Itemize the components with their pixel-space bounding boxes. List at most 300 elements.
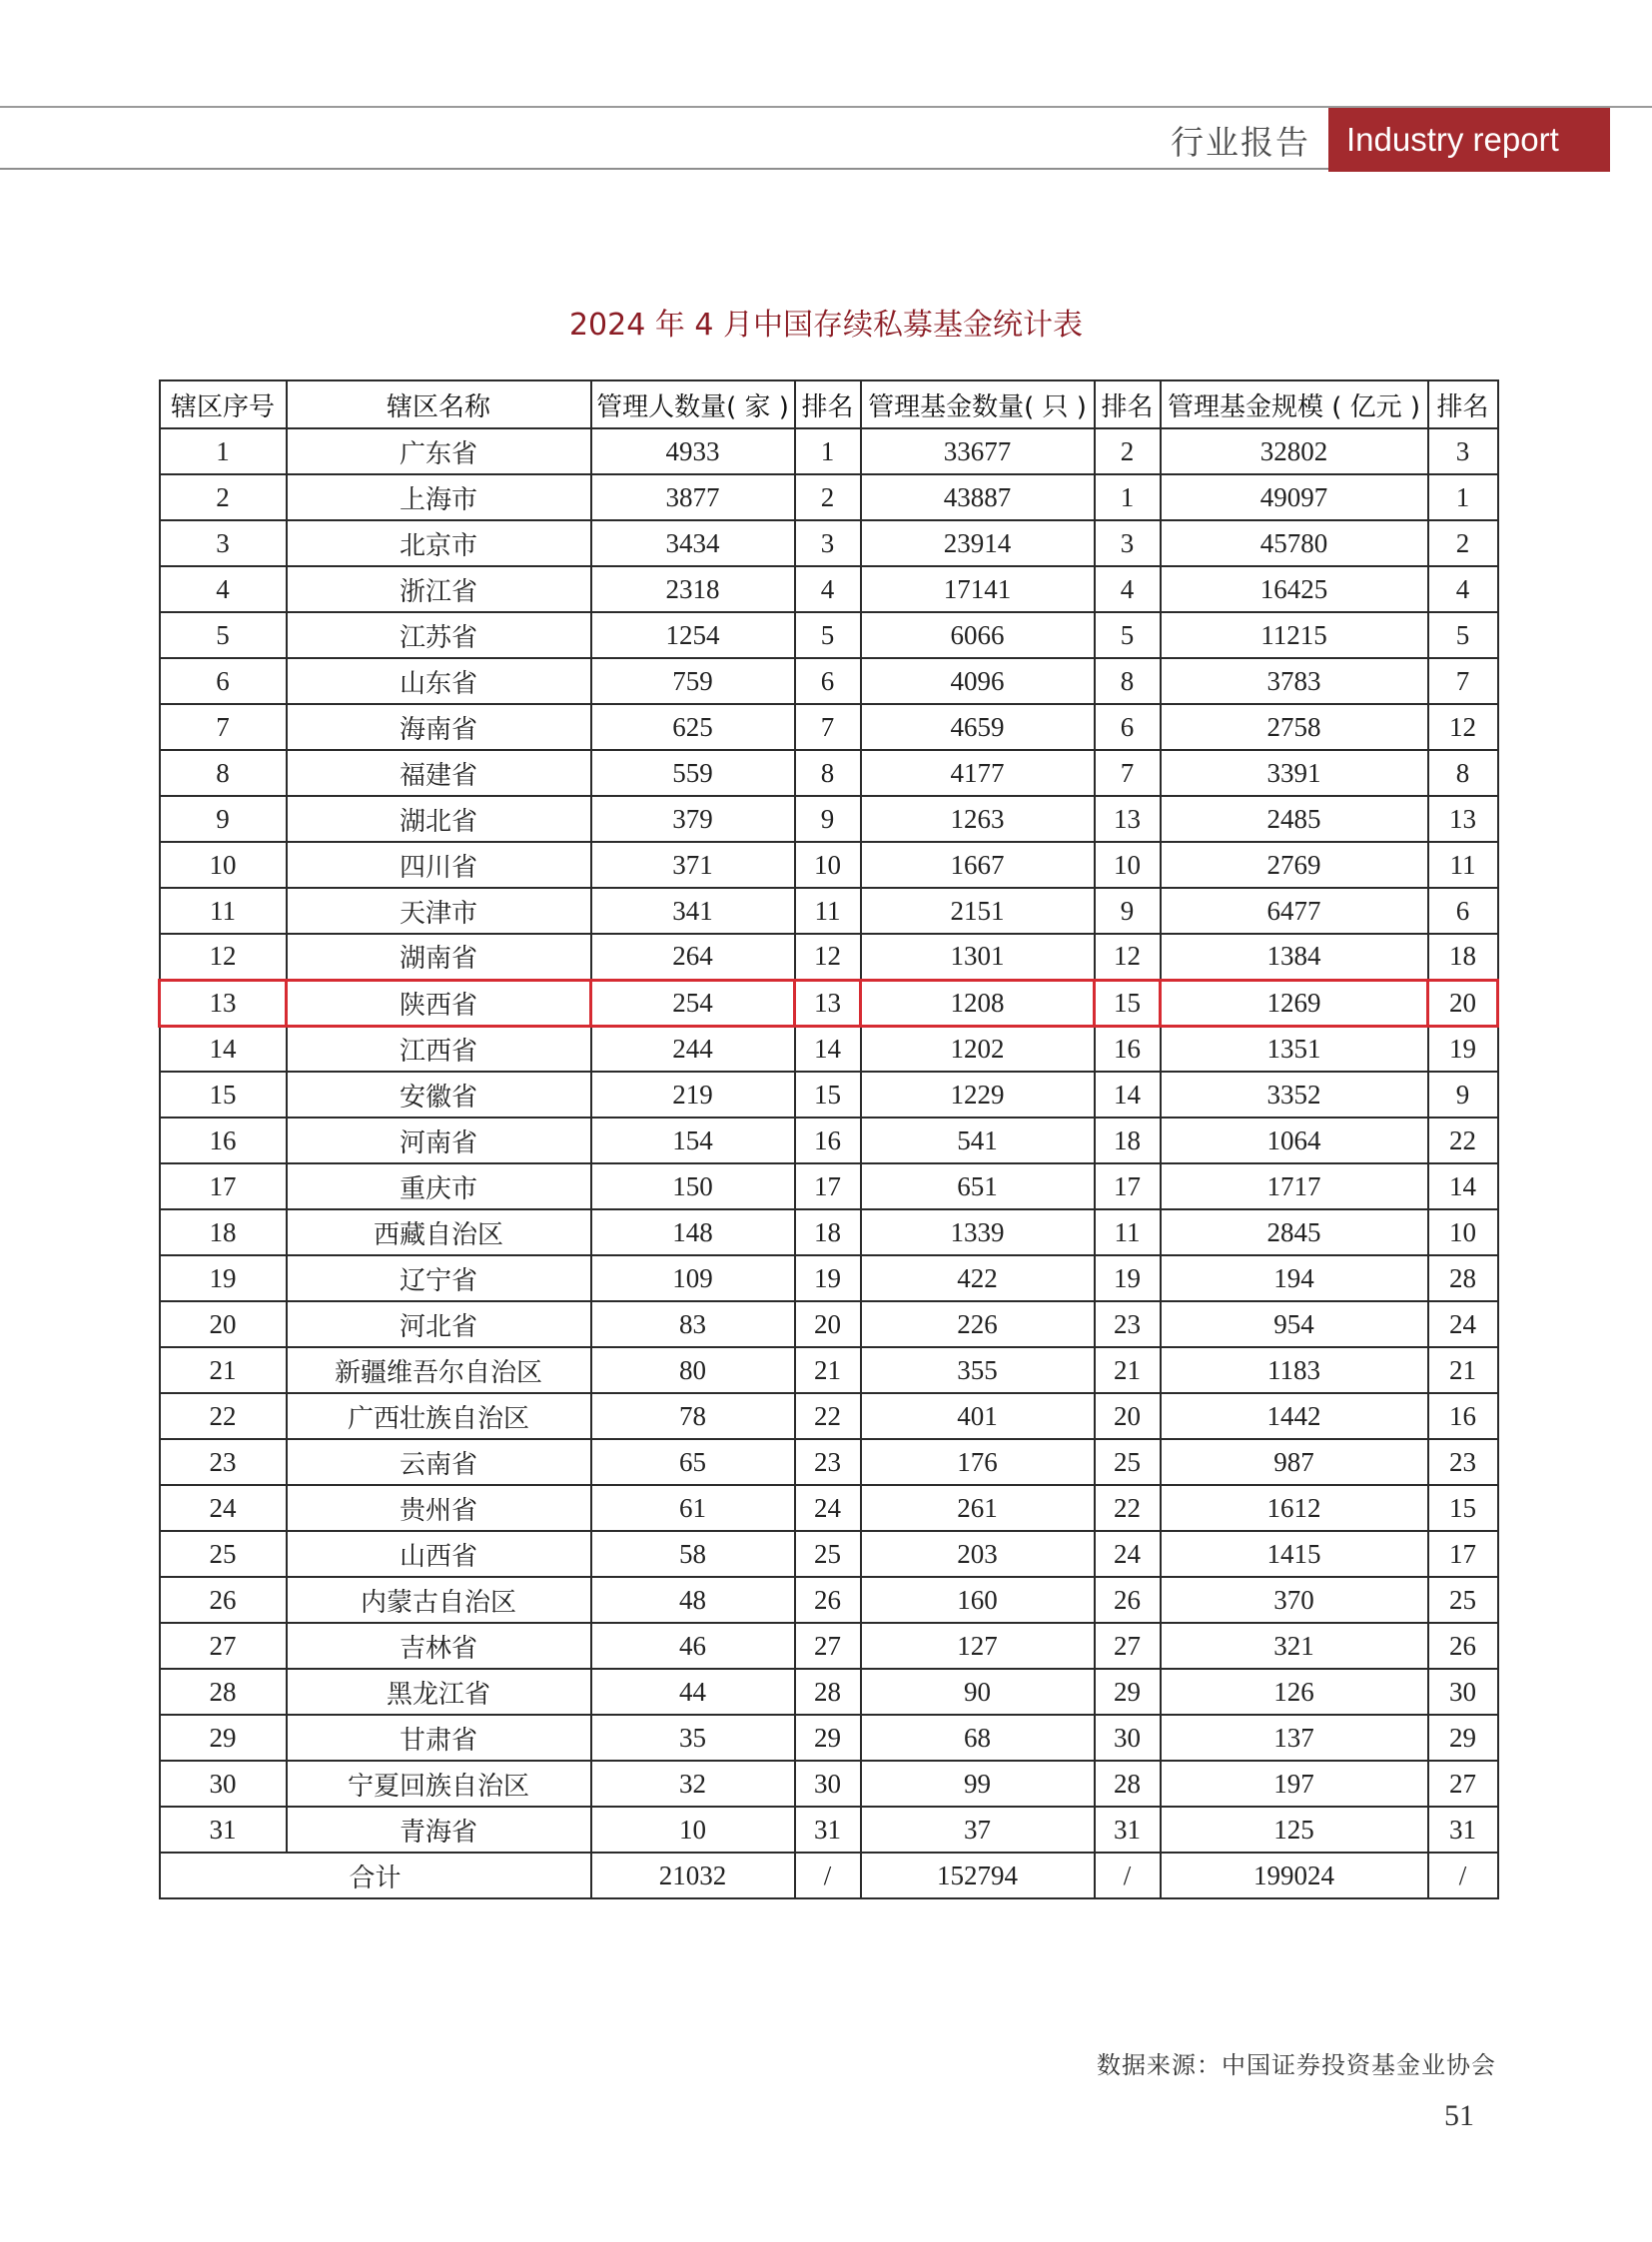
region-name-cell: 甘肃省: [287, 1715, 591, 1761]
fund-count-cell: 6066: [861, 612, 1095, 658]
fund-count-cell: 1202: [861, 1026, 1095, 1072]
region-name-cell: 重庆市: [287, 1163, 591, 1209]
table-row: [160, 1669, 1498, 1715]
table-row: [160, 1393, 1498, 1439]
fund-count-cell: 4177: [861, 750, 1095, 796]
fund-rank-cell: 16: [1095, 1026, 1161, 1072]
table-row: [160, 612, 1498, 658]
region-number-cell: 2: [160, 474, 287, 520]
manager-rank-cell: 8: [795, 750, 861, 796]
total-managers-rank: /: [795, 1853, 861, 1898]
column-header: 排名: [1095, 380, 1161, 428]
table-row: [160, 474, 1498, 520]
manager-count-cell: 341: [591, 888, 795, 934]
fund-scale-cell: 45780: [1161, 520, 1428, 566]
fund-rank-cell: 25: [1095, 1439, 1161, 1485]
manager-rank-cell: 25: [795, 1531, 861, 1577]
fund-scale-cell: 2845: [1161, 1209, 1428, 1255]
fund-rank-cell: 9: [1095, 888, 1161, 934]
fund-scale-cell: 3783: [1161, 658, 1428, 704]
region-number-cell: 10: [160, 842, 287, 888]
manager-rank-cell: 13: [795, 980, 861, 1026]
manager-rank-cell: 9: [795, 796, 861, 842]
manager-rank-cell: 12: [795, 934, 861, 980]
manager-count-cell: 80: [591, 1347, 795, 1393]
fund-count-cell: 422: [861, 1255, 1095, 1301]
fund-count-cell: 1301: [861, 934, 1095, 980]
region-number-cell: 7: [160, 704, 287, 750]
scale-rank-cell: 22: [1428, 1118, 1498, 1163]
fund-rank-cell: 31: [1095, 1807, 1161, 1853]
scale-rank-cell: 6: [1428, 888, 1498, 934]
manager-rank-cell: 20: [795, 1301, 861, 1347]
region-name-cell: 北京市: [287, 520, 591, 566]
table-row: [160, 1485, 1498, 1531]
scale-rank-cell: 13: [1428, 796, 1498, 842]
region-number-cell: 30: [160, 1761, 287, 1807]
table-row: [160, 1163, 1498, 1209]
scale-rank-cell: 14: [1428, 1163, 1498, 1209]
fund-rank-cell: 6: [1095, 704, 1161, 750]
manager-rank-cell: 10: [795, 842, 861, 888]
fund-rank-cell: 18: [1095, 1118, 1161, 1163]
fund-count-cell: 203: [861, 1531, 1095, 1577]
fund-scale-cell: 321: [1161, 1623, 1428, 1669]
region-number-cell: 13: [160, 980, 287, 1026]
fund-scale-cell: 2758: [1161, 704, 1428, 750]
scale-rank-cell: 29: [1428, 1715, 1498, 1761]
region-number-cell: 3: [160, 520, 287, 566]
fund-scale-cell: 194: [1161, 1255, 1428, 1301]
manager-count-cell: 65: [591, 1439, 795, 1485]
fund-scale-cell: 370: [1161, 1577, 1428, 1623]
fund-count-cell: 37: [861, 1807, 1095, 1853]
manager-count-cell: 4933: [591, 428, 795, 474]
region-name-cell: 湖北省: [287, 796, 591, 842]
scale-rank-cell: 18: [1428, 934, 1498, 980]
fund-scale-cell: 1351: [1161, 1026, 1428, 1072]
manager-rank-cell: 4: [795, 566, 861, 612]
region-name-cell: 海南省: [287, 704, 591, 750]
manager-count-cell: 379: [591, 796, 795, 842]
fund-count-cell: 1667: [861, 842, 1095, 888]
statistics-table: [158, 379, 1499, 1899]
manager-count-cell: 148: [591, 1209, 795, 1255]
manager-count-cell: 625: [591, 704, 795, 750]
region-number-cell: 25: [160, 1531, 287, 1577]
fund-count-cell: 33677: [861, 428, 1095, 474]
scale-rank-cell: 26: [1428, 1623, 1498, 1669]
manager-count-cell: 10: [591, 1807, 795, 1853]
column-header: 辖区名称: [287, 380, 591, 428]
table-row: [160, 1715, 1498, 1761]
region-number-cell: 4: [160, 566, 287, 612]
region-name-cell: 吉林省: [287, 1623, 591, 1669]
manager-rank-cell: 22: [795, 1393, 861, 1439]
scale-rank-cell: 8: [1428, 750, 1498, 796]
fund-rank-cell: 29: [1095, 1669, 1161, 1715]
fund-scale-cell: 3352: [1161, 1072, 1428, 1118]
fund-rank-cell: 4: [1095, 566, 1161, 612]
manager-rank-cell: 14: [795, 1026, 861, 1072]
scale-rank-cell: 28: [1428, 1255, 1498, 1301]
fund-scale-cell: 125: [1161, 1807, 1428, 1853]
fund-rank-cell: 12: [1095, 934, 1161, 980]
fund-scale-cell: 6477: [1161, 888, 1428, 934]
fund-rank-cell: 28: [1095, 1761, 1161, 1807]
region-name-cell: 山西省: [287, 1531, 591, 1577]
region-number-cell: 16: [160, 1118, 287, 1163]
fund-rank-cell: 27: [1095, 1623, 1161, 1669]
scale-rank-cell: 30: [1428, 1669, 1498, 1715]
scale-rank-cell: 23: [1428, 1439, 1498, 1485]
manager-count-cell: 32: [591, 1761, 795, 1807]
region-number-cell: 5: [160, 612, 287, 658]
fund-count-cell: 226: [861, 1301, 1095, 1347]
manager-rank-cell: 17: [795, 1163, 861, 1209]
fund-count-cell: 541: [861, 1118, 1095, 1163]
scale-rank-cell: 27: [1428, 1761, 1498, 1807]
column-header: 辖区序号: [160, 380, 287, 428]
fund-rank-cell: 1: [1095, 474, 1161, 520]
region-name-cell: 陕西省: [287, 980, 591, 1026]
region-name-cell: 江苏省: [287, 612, 591, 658]
column-header: 管理人数量( 家 ): [591, 380, 795, 428]
manager-rank-cell: 3: [795, 520, 861, 566]
total-funds: 152794: [861, 1853, 1095, 1898]
table-header-row: [160, 380, 1498, 428]
manager-count-cell: 150: [591, 1163, 795, 1209]
manager-count-cell: 559: [591, 750, 795, 796]
fund-count-cell: 160: [861, 1577, 1095, 1623]
table-row: [160, 1761, 1498, 1807]
table-row: [160, 1531, 1498, 1577]
table-row: [160, 704, 1498, 750]
fund-rank-cell: 30: [1095, 1715, 1161, 1761]
fund-scale-cell: 2769: [1161, 842, 1428, 888]
fund-count-cell: 1339: [861, 1209, 1095, 1255]
fund-rank-cell: 15: [1095, 980, 1161, 1026]
fund-scale-cell: 126: [1161, 1669, 1428, 1715]
fund-rank-cell: 20: [1095, 1393, 1161, 1439]
table-row: [160, 1026, 1498, 1072]
region-name-cell: 天津市: [287, 888, 591, 934]
region-name-cell: 福建省: [287, 750, 591, 796]
region-number-cell: 23: [160, 1439, 287, 1485]
table-row: [160, 566, 1498, 612]
fund-rank-cell: 5: [1095, 612, 1161, 658]
region-number-cell: 8: [160, 750, 287, 796]
scale-rank-cell: 11: [1428, 842, 1498, 888]
manager-rank-cell: 6: [795, 658, 861, 704]
region-number-cell: 1: [160, 428, 287, 474]
table-row: [160, 520, 1498, 566]
total-scale: 199024: [1161, 1853, 1428, 1898]
manager-count-cell: 264: [591, 934, 795, 980]
fund-count-cell: 4096: [861, 658, 1095, 704]
manager-count-cell: 254: [591, 980, 795, 1026]
region-number-cell: 22: [160, 1393, 287, 1439]
table-row: [160, 750, 1498, 796]
manager-count-cell: 154: [591, 1118, 795, 1163]
region-name-cell: 河北省: [287, 1301, 591, 1347]
region-number-cell: 15: [160, 1072, 287, 1118]
fund-rank-cell: 3: [1095, 520, 1161, 566]
fund-scale-cell: 987: [1161, 1439, 1428, 1485]
fund-rank-cell: 23: [1095, 1301, 1161, 1347]
manager-rank-cell: 19: [795, 1255, 861, 1301]
region-name-cell: 黑龙江省: [287, 1669, 591, 1715]
fund-count-cell: 1263: [861, 796, 1095, 842]
manager-rank-cell: 7: [795, 704, 861, 750]
region-name-cell: 广东省: [287, 428, 591, 474]
manager-count-cell: 83: [591, 1301, 795, 1347]
region-number-cell: 28: [160, 1669, 287, 1715]
region-name-cell: 广西壮族自治区: [287, 1393, 591, 1439]
region-number-cell: 11: [160, 888, 287, 934]
scale-rank-cell: 15: [1428, 1485, 1498, 1531]
manager-rank-cell: 15: [795, 1072, 861, 1118]
fund-count-cell: 90: [861, 1669, 1095, 1715]
fund-scale-cell: 2485: [1161, 796, 1428, 842]
fund-scale-cell: 1612: [1161, 1485, 1428, 1531]
manager-count-cell: 48: [591, 1577, 795, 1623]
table-row: [160, 658, 1498, 704]
data-source-note: 数据来源：中国证券投资基金业协会: [1097, 2051, 1496, 2079]
table-row: [160, 1807, 1498, 1853]
fund-scale-cell: 1442: [1161, 1393, 1428, 1439]
manager-rank-cell: 24: [795, 1485, 861, 1531]
fund-rank-cell: 11: [1095, 1209, 1161, 1255]
column-header: 管理基金数量( 只 ): [861, 380, 1095, 428]
scale-rank-cell: 5: [1428, 612, 1498, 658]
scale-rank-cell: 3: [1428, 428, 1498, 474]
region-name-cell: 辽宁省: [287, 1255, 591, 1301]
region-name-cell: 青海省: [287, 1807, 591, 1853]
region-number-cell: 19: [160, 1255, 287, 1301]
region-name-cell: 上海市: [287, 474, 591, 520]
manager-count-cell: 371: [591, 842, 795, 888]
manager-count-cell: 35: [591, 1715, 795, 1761]
fund-count-cell: 4659: [861, 704, 1095, 750]
fund-rank-cell: 14: [1095, 1072, 1161, 1118]
fund-rank-cell: 17: [1095, 1163, 1161, 1209]
manager-count-cell: 58: [591, 1531, 795, 1577]
scale-rank-cell: 19: [1428, 1026, 1498, 1072]
table-row: [160, 842, 1498, 888]
table-row: [160, 796, 1498, 842]
table-row-highlighted: [160, 980, 1498, 1026]
manager-count-cell: 61: [591, 1485, 795, 1531]
fund-scale-cell: 3391: [1161, 750, 1428, 796]
fund-scale-cell: 1064: [1161, 1118, 1428, 1163]
fund-count-cell: 261: [861, 1485, 1095, 1531]
manager-count-cell: 46: [591, 1623, 795, 1669]
section-title-cn: 行业报告: [1171, 123, 1310, 162]
table-row: [160, 934, 1498, 980]
scale-rank-cell: 4: [1428, 566, 1498, 612]
region-number-cell: 9: [160, 796, 287, 842]
region-number-cell: 24: [160, 1485, 287, 1531]
manager-count-cell: 3877: [591, 474, 795, 520]
table-row: [160, 1347, 1498, 1393]
region-number-cell: 21: [160, 1347, 287, 1393]
fund-scale-cell: 1415: [1161, 1531, 1428, 1577]
total-label: 合计: [160, 1853, 591, 1898]
manager-count-cell: 109: [591, 1255, 795, 1301]
region-number-cell: 31: [160, 1807, 287, 1853]
fund-scale-cell: 32802: [1161, 428, 1428, 474]
fund-rank-cell: 10: [1095, 842, 1161, 888]
total-funds-rank: /: [1095, 1853, 1161, 1898]
manager-rank-cell: 18: [795, 1209, 861, 1255]
region-name-cell: 云南省: [287, 1439, 591, 1485]
region-name-cell: 西藏自治区: [287, 1209, 591, 1255]
table-row: [160, 888, 1498, 934]
table-row: [160, 1072, 1498, 1118]
scale-rank-cell: 17: [1428, 1531, 1498, 1577]
manager-count-cell: 219: [591, 1072, 795, 1118]
region-number-cell: 6: [160, 658, 287, 704]
scale-rank-cell: 25: [1428, 1577, 1498, 1623]
region-name-cell: 宁夏回族自治区: [287, 1761, 591, 1807]
manager-count-cell: 78: [591, 1393, 795, 1439]
fund-rank-cell: 22: [1095, 1485, 1161, 1531]
region-name-cell: 河南省: [287, 1118, 591, 1163]
table-row: [160, 1255, 1498, 1301]
table-row: [160, 1118, 1498, 1163]
manager-rank-cell: 1: [795, 428, 861, 474]
manager-rank-cell: 11: [795, 888, 861, 934]
fund-rank-cell: 7: [1095, 750, 1161, 796]
fund-count-cell: 17141: [861, 566, 1095, 612]
scale-rank-cell: 9: [1428, 1072, 1498, 1118]
scale-rank-cell: 20: [1428, 980, 1498, 1026]
table-row: [160, 1301, 1498, 1347]
column-header: 管理基金规模 ( 亿元 ): [1161, 380, 1428, 428]
fund-scale-cell: 1384: [1161, 934, 1428, 980]
region-name-cell: 安徽省: [287, 1072, 591, 1118]
fund-scale-cell: 1183: [1161, 1347, 1428, 1393]
scale-rank-cell: 7: [1428, 658, 1498, 704]
column-header: 排名: [1428, 380, 1498, 428]
table-row: [160, 1439, 1498, 1485]
fund-count-cell: 2151: [861, 888, 1095, 934]
manager-rank-cell: 27: [795, 1623, 861, 1669]
fund-rank-cell: 8: [1095, 658, 1161, 704]
fund-rank-cell: 24: [1095, 1531, 1161, 1577]
manager-rank-cell: 26: [795, 1577, 861, 1623]
manager-count-cell: 759: [591, 658, 795, 704]
fund-scale-cell: 1269: [1161, 980, 1428, 1026]
fund-scale-cell: 1717: [1161, 1163, 1428, 1209]
fund-scale-cell: 197: [1161, 1761, 1428, 1807]
fund-count-cell: 68: [861, 1715, 1095, 1761]
region-name-cell: 内蒙古自治区: [287, 1577, 591, 1623]
region-number-cell: 17: [160, 1163, 287, 1209]
scale-rank-cell: 12: [1428, 704, 1498, 750]
region-name-cell: 四川省: [287, 842, 591, 888]
manager-rank-cell: 28: [795, 1669, 861, 1715]
region-number-cell: 14: [160, 1026, 287, 1072]
manager-count-cell: 2318: [591, 566, 795, 612]
fund-count-cell: 1229: [861, 1072, 1095, 1118]
manager-count-cell: 244: [591, 1026, 795, 1072]
fund-rank-cell: 2: [1095, 428, 1161, 474]
fund-scale-cell: 49097: [1161, 474, 1428, 520]
region-name-cell: 新疆维吾尔自治区: [287, 1347, 591, 1393]
manager-rank-cell: 31: [795, 1807, 861, 1853]
table-title: 2024 年 4 月中国存续私募基金统计表: [568, 308, 1084, 343]
fund-rank-cell: 13: [1095, 796, 1161, 842]
fund-scale-cell: 954: [1161, 1301, 1428, 1347]
region-number-cell: 26: [160, 1577, 287, 1623]
region-name-cell: 江西省: [287, 1026, 591, 1072]
region-name-cell: 湖南省: [287, 934, 591, 980]
region-number-cell: 18: [160, 1209, 287, 1255]
fund-count-cell: 127: [861, 1623, 1095, 1669]
manager-count-cell: 44: [591, 1669, 795, 1715]
column-header: 排名: [795, 380, 861, 428]
section-title-en: Industry report: [1328, 108, 1610, 172]
region-name-cell: 山东省: [287, 658, 591, 704]
region-name-cell: 浙江省: [287, 566, 591, 612]
manager-rank-cell: 2: [795, 474, 861, 520]
scale-rank-cell: 21: [1428, 1347, 1498, 1393]
page-number: 51: [1444, 2099, 1474, 2132]
region-number-cell: 20: [160, 1301, 287, 1347]
total-row: [160, 1853, 1498, 1898]
fund-count-cell: 176: [861, 1439, 1095, 1485]
manager-count-cell: 3434: [591, 520, 795, 566]
manager-rank-cell: 23: [795, 1439, 861, 1485]
fund-count-cell: 651: [861, 1163, 1095, 1209]
scale-rank-cell: 24: [1428, 1301, 1498, 1347]
fund-scale-cell: 16425: [1161, 566, 1428, 612]
fund-count-cell: 23914: [861, 520, 1095, 566]
fund-count-cell: 99: [861, 1761, 1095, 1807]
fund-count-cell: 355: [861, 1347, 1095, 1393]
scale-rank-cell: 2: [1428, 520, 1498, 566]
manager-rank-cell: 29: [795, 1715, 861, 1761]
scale-rank-cell: 1: [1428, 474, 1498, 520]
manager-rank-cell: 21: [795, 1347, 861, 1393]
region-number-cell: 27: [160, 1623, 287, 1669]
manager-rank-cell: 16: [795, 1118, 861, 1163]
table-body: [160, 428, 1498, 1853]
manager-count-cell: 1254: [591, 612, 795, 658]
header-divider: [0, 168, 1328, 170]
total-managers: 21032: [591, 1853, 795, 1898]
total-scale-rank: /: [1428, 1853, 1498, 1898]
scale-rank-cell: 31: [1428, 1807, 1498, 1853]
fund-count-cell: 1208: [861, 980, 1095, 1026]
fund-rank-cell: 21: [1095, 1347, 1161, 1393]
fund-rank-cell: 26: [1095, 1577, 1161, 1623]
region-number-cell: 29: [160, 1715, 287, 1761]
region-name-cell: 贵州省: [287, 1485, 591, 1531]
region-number-cell: 12: [160, 934, 287, 980]
manager-rank-cell: 5: [795, 612, 861, 658]
manager-rank-cell: 30: [795, 1761, 861, 1807]
fund-count-cell: 401: [861, 1393, 1095, 1439]
table-row: [160, 1623, 1498, 1669]
fund-scale-cell: 137: [1161, 1715, 1428, 1761]
scale-rank-cell: 10: [1428, 1209, 1498, 1255]
scale-rank-cell: 16: [1428, 1393, 1498, 1439]
fund-rank-cell: 19: [1095, 1255, 1161, 1301]
table-row: [160, 428, 1498, 474]
